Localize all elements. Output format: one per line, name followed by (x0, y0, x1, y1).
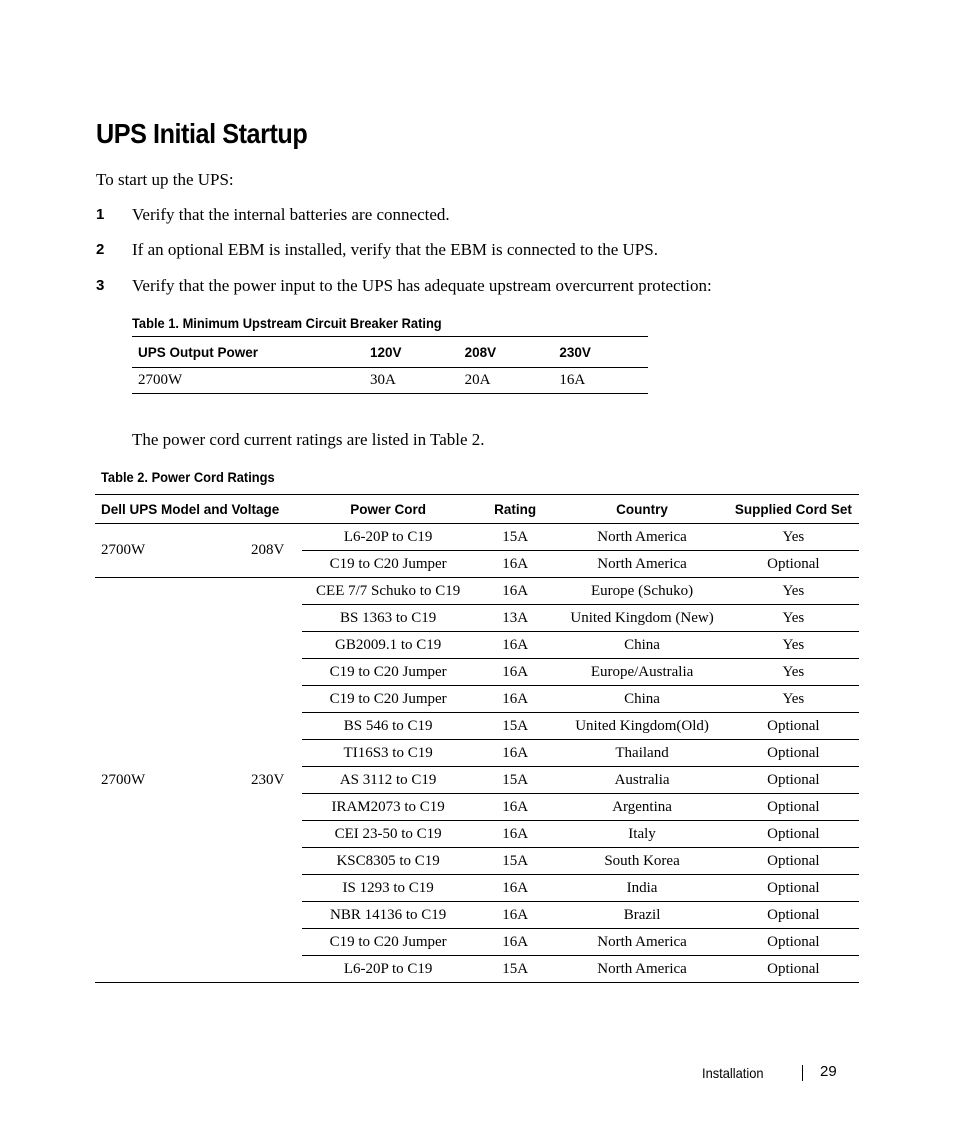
table-cell: 2700W (132, 368, 364, 394)
table-header: 120V (364, 337, 459, 368)
country-cell: China (556, 632, 727, 659)
supplied-cell: Optional (728, 821, 859, 848)
power-cord-cell: C19 to C20 Jumper (302, 551, 474, 578)
country-cell: United Kingdom (New) (556, 605, 727, 632)
table-header: 208V (459, 337, 554, 368)
step-number: 1 (96, 206, 105, 223)
rating-cell: 16A (474, 551, 557, 578)
power-cord-cell: BS 1363 to C19 (302, 605, 474, 632)
country-cell: South Korea (556, 848, 727, 875)
country-cell: Argentina (556, 794, 727, 821)
voltage-cell: 230V (221, 578, 302, 983)
table-row (95, 524, 859, 551)
power-cord-cell: GB2009.1 to C19 (302, 632, 474, 659)
power-cord-cell: L6-20P to C19 (302, 956, 474, 983)
intro-text: To start up the UPS: (96, 170, 234, 189)
supplied-cell: Optional (728, 902, 859, 929)
step-text: Verify that the power input to the UPS has adequate upstream overcurrent protection: (132, 276, 712, 295)
rating-cell: 16A (474, 794, 557, 821)
supplied-cell: Yes (728, 524, 859, 551)
supplied-cell: Optional (728, 740, 859, 767)
table-header: Rating (474, 495, 557, 524)
power-cord-cell: C19 to C20 Jumper (302, 659, 474, 686)
table-cell: 30A (364, 368, 459, 394)
power-cord-table (95, 494, 859, 983)
page-number: 29 (820, 1063, 837, 1080)
table-header: Country (556, 495, 727, 524)
supplied-cell: Yes (728, 659, 859, 686)
table-header: UPS Output Power (132, 337, 364, 368)
power-cord-cell: IS 1293 to C19 (302, 875, 474, 902)
country-cell: China (556, 686, 727, 713)
table-header: 230V (553, 337, 648, 368)
country-cell: India (556, 875, 727, 902)
rating-cell: 15A (474, 848, 557, 875)
table-header: Dell UPS Model and Voltage (95, 495, 302, 524)
supplied-cell: Optional (728, 551, 859, 578)
power-cord-cell: AS 3112 to C19 (302, 767, 474, 794)
country-cell: Australia (556, 767, 727, 794)
country-cell: Brazil (556, 902, 727, 929)
rating-cell: 16A (474, 740, 557, 767)
model-cell: 2700W (95, 524, 221, 578)
country-cell: Thailand (556, 740, 727, 767)
power-cord-cell: C19 to C20 Jumper (302, 686, 474, 713)
footer-section: Installation (702, 1065, 764, 1081)
rating-cell: 16A (474, 659, 557, 686)
supplied-cell: Optional (728, 794, 859, 821)
supplied-cell: Optional (728, 713, 859, 740)
note-text: The power cord current ratings are listed in Table 2. (132, 430, 485, 449)
country-cell: Italy (556, 821, 727, 848)
rating-cell: 15A (474, 713, 557, 740)
rating-cell: 15A (474, 524, 557, 551)
page-title: UPS Initial Startup (96, 118, 308, 149)
supplied-cell: Yes (728, 686, 859, 713)
supplied-cell: Yes (728, 578, 859, 605)
power-cord-cell: C19 to C20 Jumper (302, 929, 474, 956)
step-number: 2 (96, 241, 105, 258)
country-cell: North America (556, 929, 727, 956)
power-cord-cell: NBR 14136 to C19 (302, 902, 474, 929)
rating-cell: 13A (474, 605, 557, 632)
country-cell: Europe (Schuko) (556, 578, 727, 605)
rating-cell: 15A (474, 956, 557, 983)
supplied-cell: Yes (728, 605, 859, 632)
rating-cell: 16A (474, 875, 557, 902)
power-cord-cell: CEE 7/7 Schuko to C19 (302, 578, 474, 605)
table-header: Power Cord (302, 495, 474, 524)
power-cord-cell: IRAM2073 to C19 (302, 794, 474, 821)
rating-cell: 16A (474, 578, 557, 605)
table-header: Supplied Cord Set (728, 495, 859, 524)
table-header-row (132, 337, 648, 368)
power-cord-cell: TI16S3 to C19 (302, 740, 474, 767)
country-cell: United Kingdom(Old) (556, 713, 727, 740)
step-text: Verify that the internal batteries are connected. (132, 205, 450, 224)
country-cell: North America (556, 551, 727, 578)
step-text: If an optional EBM is installed, verify that the EBM is connected to the UPS. (132, 240, 658, 259)
country-cell: Europe/Australia (556, 659, 727, 686)
rating-cell: 16A (474, 902, 557, 929)
table-header-row (95, 495, 859, 524)
power-cord-cell: CEI 23-50 to C19 (302, 821, 474, 848)
rating-cell: 16A (474, 929, 557, 956)
power-cord-cell: L6-20P to C19 (302, 524, 474, 551)
table-cell: 16A (553, 368, 648, 394)
country-cell: North America (556, 524, 727, 551)
rating-cell: 15A (474, 767, 557, 794)
rating-cell: 16A (474, 632, 557, 659)
supplied-cell: Optional (728, 929, 859, 956)
table-row (132, 368, 648, 394)
supplied-cell: Optional (728, 848, 859, 875)
table-row (95, 578, 859, 605)
supplied-cell: Yes (728, 632, 859, 659)
power-cord-cell: BS 546 to C19 (302, 713, 474, 740)
supplied-cell: Optional (728, 956, 859, 983)
table1-caption: Table 1. Minimum Upstream Circuit Breaker Rating (132, 315, 442, 331)
rating-cell: 16A (474, 821, 557, 848)
circuit-breaker-table (132, 336, 648, 394)
rating-cell: 16A (474, 686, 557, 713)
supplied-cell: Optional (728, 767, 859, 794)
voltage-cell: 208V (221, 524, 302, 578)
country-cell: North America (556, 956, 727, 983)
step-number: 3 (96, 277, 105, 294)
table-cell: 20A (459, 368, 554, 394)
footer-divider (802, 1065, 803, 1081)
power-cord-cell: KSC8305 to C19 (302, 848, 474, 875)
model-cell: 2700W (95, 578, 221, 983)
supplied-cell: Optional (728, 875, 859, 902)
table2-caption: Table 2. Power Cord Ratings (101, 469, 275, 485)
